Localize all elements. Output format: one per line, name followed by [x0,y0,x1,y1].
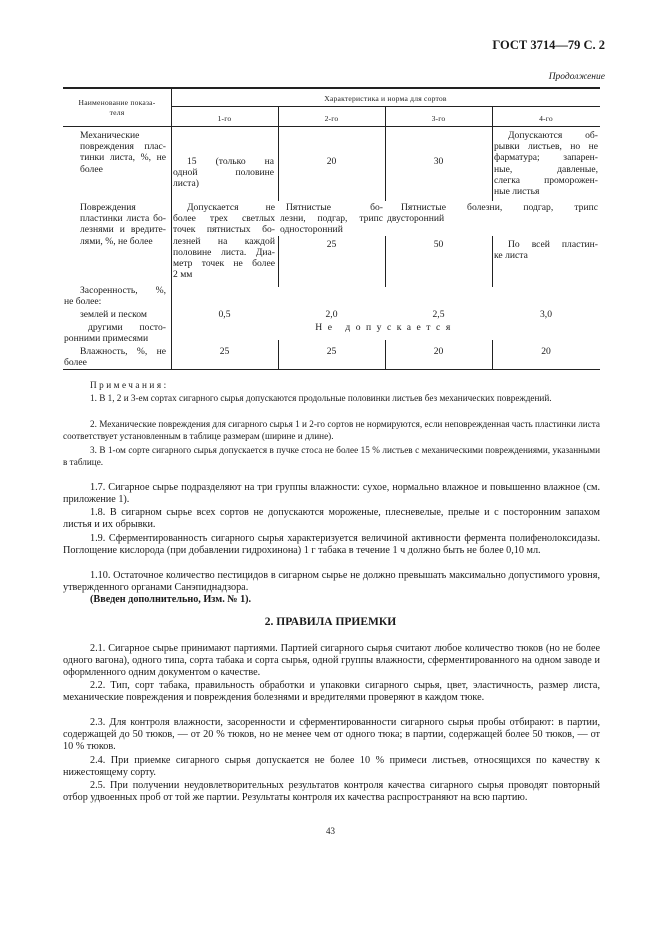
row-label-disease: Повреждения пластинки листа бо- лезнями и вредите- лями, %, не более [80,202,166,247]
row-label-mechanical: Механические повреждения плас- тинки листа, %, не более [80,130,166,175]
cell-moisture-g1: 25 [219,346,230,357]
column-group-header: Характеристика и норма для сортов [324,94,447,103]
paragraph-2-4: 2.4. При приемке сигарного сырья допускается не более 10 % примеси листьев, относящихся по качеству к нижестоящему сорту. [63,755,600,779]
row-label-moisture: Влажность, %, не более [64,346,166,369]
paragraph-1-7: 1.7. Сигарное сырье подразделяют на три группы влажности: сухое, нормально влажное и повышенно влажное (см. приложение 1). [63,482,600,506]
paragraph-2-5: 2.5. При получении неудовлетворительных результатов контроля качества сигарного сырья проводят повторный отбор удвоенных проб от той же партии. Результаты контроля их качества распространяют на всю партию. [63,780,600,804]
cell-moisture-g4: 20 [541,346,551,357]
note-2: 2. Механические повреждения для сигарного сырья 1 и 2-го сортов не нормируются, если неповрежденная часть пластинки листа соответствует установленным в таблице размерам (ширине и длине). [63,419,600,441]
note-1: 1. В 1, 2 и 3-ем сортах сигарного сырья допускаются продольные половинки листьев без механических повреждений. [90,393,552,403]
notes-title: Примечания: [90,380,169,390]
paragraph-1-9: 1.9. Сферментированность сигарного сырья характеризуется величиной активности фермента полифенолоксидазы. Поглощение кислорода (при добавлении гидрохинона) 1 г табака в течение 1 ч должно быть не более 0,10 мл. [63,533,600,557]
row-label-soil: землей и песком [80,309,147,320]
cell-other-impurities: Не допускается [315,322,456,333]
paragraph-1-8: 1.8. В сигарном сырье всех сортов не допускаются мороженые, плесневелые, прелые и с посторонним запахом листья и их обрывки. [63,507,600,531]
paragraph-1-10: 1.10. Остаточное количество пестицидов в сигарном сырье не должно превышать максимально допустимого уровня, утвержденного органами Санэпиднадзора. [63,570,600,594]
cell-disease-g3: 50 [433,239,444,250]
grade-header-3: 3-го [431,114,446,123]
grade-header-1: 1-го [217,114,232,123]
grade-header-4: 4-го [539,114,553,123]
cell-mech-g4: Допускаются об- рывки листьев, но не фарматура; запарен- ные, давленые, слегка проморожен- ные листья [494,130,598,198]
row-label-debris: Засоренность, %, не более: [64,285,166,308]
paragraph-2-1: 2.1. Сигарное сырье принимают партиями. Партией сигарного сырья считают любое количество тюков (но не более одного вагона), одного типа, сорта табака и сорта сырья, одной группы влажности, сферментированного на одном заводе и оформленного одним документом о качестве. [63,643,600,679]
cell-soil-g3: 2,5 [432,309,445,320]
column-header-name: Наименование показа- теля [78,98,156,117]
cell-disease-g2: 25 [326,239,337,250]
continuation-label: Продолжение [548,72,605,82]
cell-soil-g4: 3,0 [540,309,552,320]
grade-header-2: 2-го [324,114,339,123]
cell-mech-g2: 20 [326,156,337,167]
cell-mech-g1: 15 (только на одной половине листа) [173,156,274,190]
paragraph-2-3: 2.3. Для контроля влажности, засоренности и сферментированности сигарного сырья пробы отбирают: в партии, содержащей до 50 тюков, — от 20 % тюков, но не менее чем от одного тюка; в партии, содержащей более 50 тюков, — от 10 % тюков. [63,717,600,753]
page-number: 43 [326,826,335,836]
cell-moisture-g3: 20 [433,346,444,357]
cell-disease-g4: По всей пластин- ке листа [494,239,598,262]
cell-soil-g1: 0,5 [218,309,231,320]
cell-disease-g2-text: Пятнистые бо- лезни, подгар, трипс односторонний [280,202,383,236]
section-2-title: 2. ПРАВИЛА ПРИЕМКИ [264,616,397,628]
cell-soil-g2: 2,0 [325,309,338,320]
cell-mech-g3: 30 [433,156,444,167]
amendment-note: (Введен дополнительно, Изм. № 1). [90,594,252,605]
note-3: 3. В 1-ом сорте сигарного сырья допускается в пучке стоса не более 15 % листьев с механическими повреждениями, указанными в таблице. [63,445,600,467]
document-id: ГОСТ 3714—79 С. 2 [492,38,605,52]
cell-disease-g34-text: Пятнистые болезни, подгар, трипс двусторонний [387,202,598,225]
cell-moisture-g2: 25 [326,346,337,357]
row-label-other-impurities: другими посто- ронними примесями [64,322,166,345]
cell-disease-g1: Допускается не более трех светлых точек пятнистых бо- лезней на каждой половине листа. Диа- метр точек не более 2 мм [173,202,275,281]
paragraph-2-2: 2.2. Тип, сорт табака, правильность обработки и упаковки сигарного сырья, цвет, эластичность, размер листа, механические повреждения и повреждения болезнями и вредителями проверяют в каждом тюке. [63,680,600,704]
